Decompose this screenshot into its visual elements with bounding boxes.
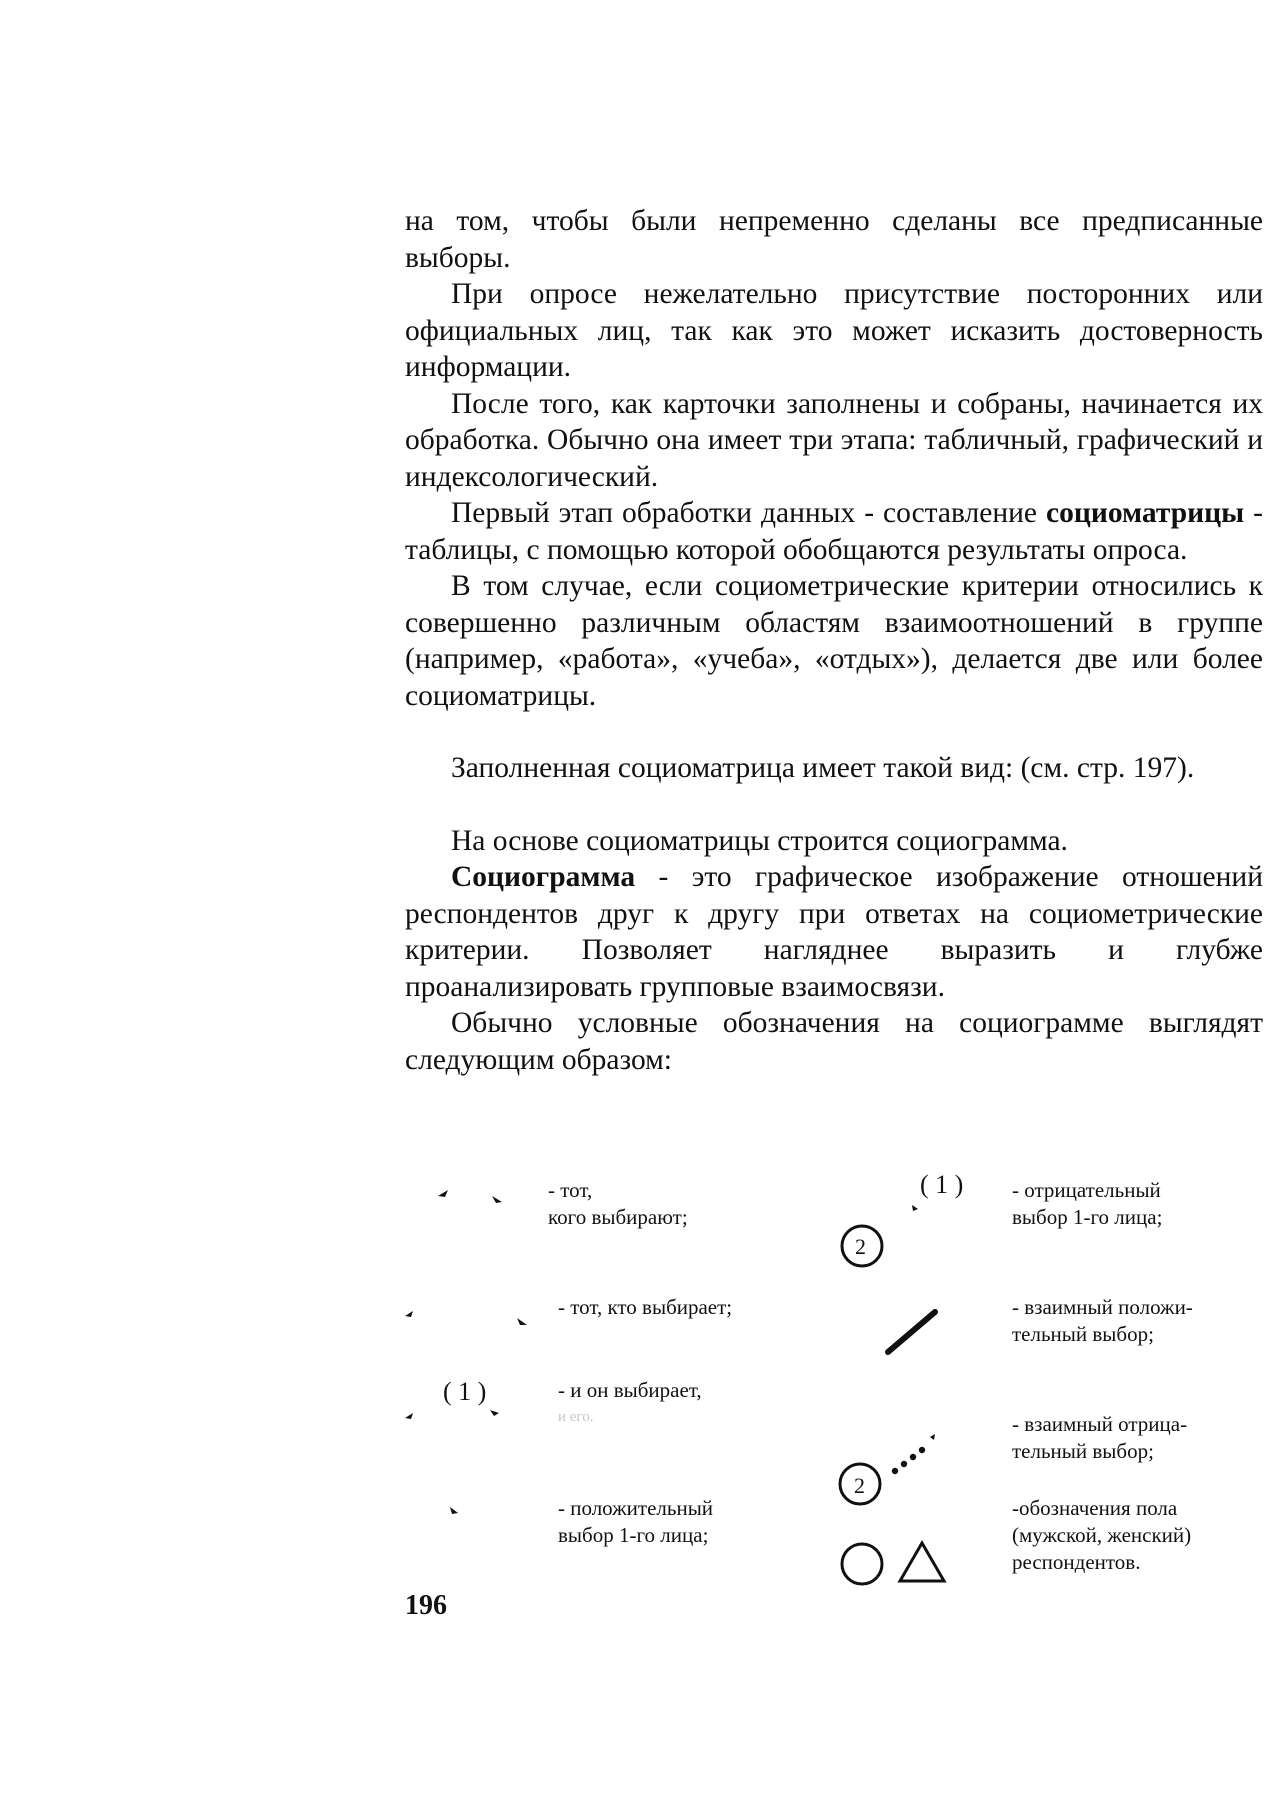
legend-item-negative-choice: - отрицательный выбор 1-го лица; xyxy=(1012,1178,1163,1229)
legend-item-mutual-positive: - взаимный положи- тельный выбор; xyxy=(1012,1295,1193,1346)
arrow-tip-icon xyxy=(930,1434,935,1440)
paragraph-2: При опросе нежелательно присутствие посторонних или официальных лиц, так как это может исказить достоверность информации. xyxy=(405,278,1263,383)
paragraph-1: на том, чтобы были непременно сделаны все предписанные выборы. xyxy=(405,205,1263,274)
legend-item-also-chooses: - и он выбирает, и его. xyxy=(558,1378,702,1425)
paragraph-7: На основе социоматрицы строится социограмма. xyxy=(451,824,1068,857)
dot-icon xyxy=(892,1468,898,1474)
legend-item-positive-choice: - положительный выбор 1-го лица; xyxy=(558,1496,714,1547)
term-sociogram: Социограмма xyxy=(451,861,636,893)
term-sociomatrix: социоматрицы xyxy=(1046,497,1245,529)
mutual-positive-line-icon xyxy=(888,1312,935,1352)
paragraph-3: После того, как карточки заполнены и собраны, начинается их обработка. Обычно она имеет три этапа: табличный, графический и индексологический. xyxy=(405,387,1263,493)
page-number: 196 xyxy=(405,1590,447,1621)
paragraph-4-end: - таблицы, с помощью которой обобщаются результаты опроса. xyxy=(405,497,1263,566)
legend-item-chooser: - тот, кто выбирает; xyxy=(558,1295,733,1319)
arrow-tip-icon xyxy=(912,1205,918,1211)
arrow-tip-icon xyxy=(517,1318,527,1325)
paren-mark-label: ( 1 ) xyxy=(443,1377,487,1406)
arrow-tip-icon xyxy=(450,1507,458,1514)
circle-number-label: 2 xyxy=(854,1473,865,1498)
circle-number-label: 2 xyxy=(855,1234,866,1259)
arrow-tip-icon xyxy=(492,1196,502,1203)
legend-item-sex-symbols: -обозначения пола (мужской, женский) респондентов. xyxy=(1012,1496,1192,1574)
dot-icon xyxy=(910,1454,916,1460)
dot-icon xyxy=(901,1461,907,1467)
arrow-tip-icon xyxy=(405,1413,413,1419)
arrow-tip-icon xyxy=(490,1410,499,1416)
paragraph-5: В том случае, если социометрические критерии относились к совершенно различным областям взаимоотношений в группе (например, «работа», «учеба», «отдых»), делается две или более социоматрицы. xyxy=(405,570,1263,712)
male-circle-icon xyxy=(842,1544,882,1584)
legend-item-mutual-negative: - взаимный отрица- тельный выбор; xyxy=(1012,1412,1188,1463)
legend-item-chosen: - тот, кого выбирают; xyxy=(548,1178,688,1229)
arrow-tip-icon xyxy=(405,1311,413,1317)
paragraph-9: Обычно условные обозначения на социограмме выглядят следующим образом: xyxy=(405,1007,1263,1076)
paren-mark-label: ( 1 ) xyxy=(920,1170,964,1199)
paragraph-4-start: Первый этап обработки данных - составление xyxy=(451,497,1046,529)
arrow-tip-icon xyxy=(438,1190,448,1197)
paragraph-8-end: - это графическое изображение отношений респондентов друг к другу при ответах на социометрические критерии. Позволяет нагляднее выразить и глубже проанализировать групповые взаимосвязи. xyxy=(405,861,1263,1003)
female-triangle-icon xyxy=(900,1543,944,1581)
paragraph-6: Заполненная социоматрица имеет такой вид: (см. стр. 197). xyxy=(451,752,1195,784)
dot-icon xyxy=(919,1447,925,1453)
